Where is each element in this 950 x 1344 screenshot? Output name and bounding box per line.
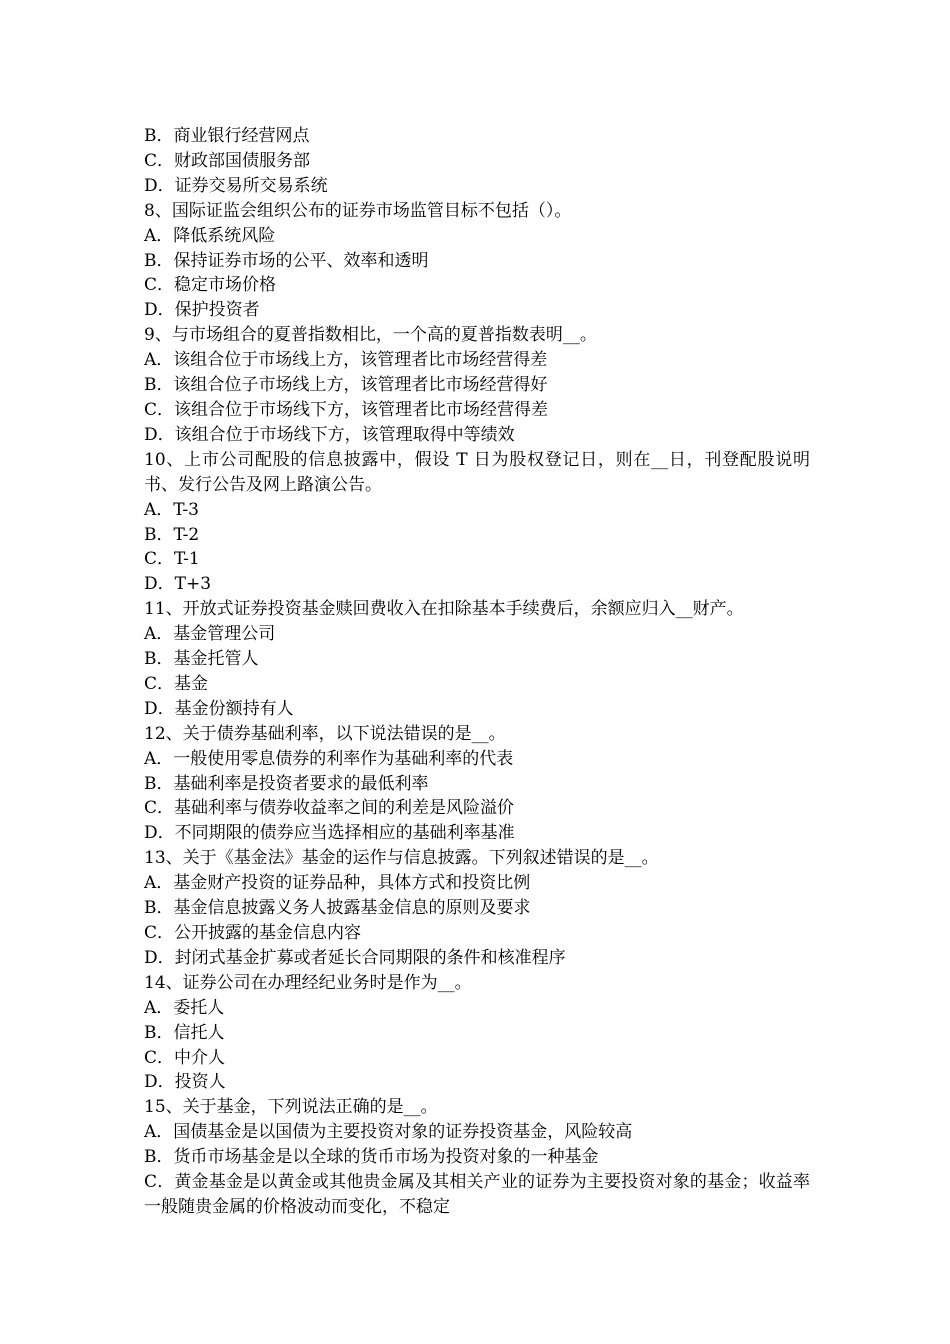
question-13: 13、关于《基金法》基金的运作与信息披露。下列叙述错误的是__。 [144,848,659,869]
option-line: B．基金托管人 [144,649,259,670]
option-line: A．国债基金是以国债为主要投资对象的证券投资基金，风险较高 [144,1122,633,1143]
option-line: B．该组合位子市场线上方，该管理者比市场经营得好 [144,375,548,396]
option-line: C．财政部国债服务部 [144,150,311,171]
option-line: A．一般使用零息债券的利率作为基础利率的代表 [144,748,514,769]
option-line: C．公开披露的基金信息内容 [144,923,362,943]
option-line: C．稳定市场价格 [144,275,277,296]
option-line: C．基础利率与债券收益率之间的利差是风险溢价 [144,798,515,819]
question-14: 14、证券公司在办理经纪业务时是作为__。 [144,972,472,993]
question-10: 10、上市公司配股的信息披露中，假设 T 日为股权登记日，则在__日，刊登配股说明书、发行公告及网上路演公告。 [144,449,810,495]
option-line: C．中介人 [144,1047,226,1068]
option-line: D．该组合位于市场线下方，该管理取得中等绩效 [144,424,515,445]
option-line: B．货币市场基金是以全球的货币市场为投资对象的一种基金 [144,1147,599,1168]
question-12: 12、关于债券基础利率，以下说法错误的是__。 [144,723,506,744]
option-line: A．T-3 [144,499,199,520]
option-line: D．封闭式基金扩募或者延长合同期限的条件和核准程序 [144,947,566,968]
option-line: A．该组合位于市场线上方，该管理者比市场经营得差 [144,350,548,371]
question-8: 8、国际证监会组织公布的证券市场监管目标不包括（）。 [144,200,572,221]
option-line: A．基金财产投资的证券品种，具体方式和投资比例 [144,873,531,894]
option-line: C．基金 [144,673,209,694]
option-line: C．T-1 [144,549,200,570]
question-11: 11、开放式证券投资基金赎回费收入在扣除基本手续费后，余额应归入__财产。 [144,599,744,620]
option-line: B．基础利率是投资者要求的最低利率 [144,773,429,794]
option-line: B．信托人 [144,1022,225,1043]
option-line: A．基金管理公司 [144,624,276,645]
option-line: A．委托人 [144,997,225,1018]
option-line: C．黄金基金是以黄金或其他贵金属及其相关产业的证券为主要投资对象的基金；收益率一般随贵金属的价格波动而变化，不稳定 [144,1172,810,1217]
option-line: B．基金信息披露义务人披露基金信息的原则及要求 [144,898,531,919]
option-line: B．保持证券市场的公平、效率和透明 [144,250,429,271]
option-line: D．不同期限的债券应当选择相应的基础利率基准 [144,823,515,844]
document-body [144,124,810,1220]
option-line: D．投资人 [144,1072,226,1093]
option-line: D．T+3 [144,574,212,595]
question-9: 9、与市场组合的夏普指数相比，一个高的夏普指数表明__。 [144,325,597,346]
option-line: D．保护投资者 [144,300,260,321]
option-line: C．该组合位于市场线下方，该管理者比市场经营得差 [144,399,549,420]
option-line: B．T-2 [144,524,200,545]
option-line: B．商业银行经营网点 [144,126,310,146]
option-line: D．基金份额持有人 [144,698,294,719]
option-line: D．证券交易所交易系统 [144,175,328,196]
question-15: 15、关于基金，下列说法正确的是__。 [144,1097,438,1118]
option-line: A．降低系统风险 [144,225,276,246]
